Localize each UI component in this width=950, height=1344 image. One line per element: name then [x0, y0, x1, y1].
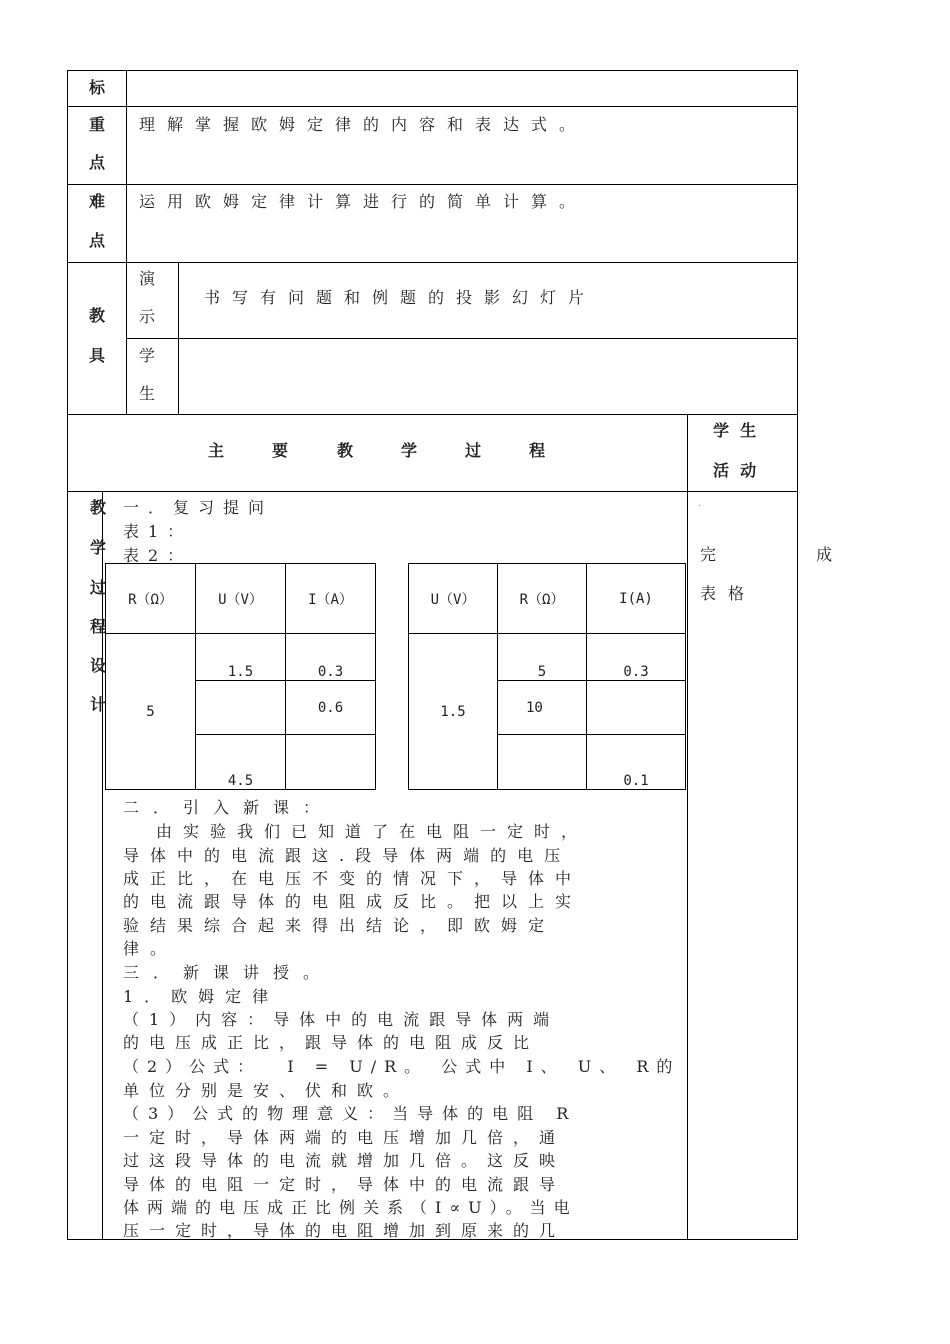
- review-title: 一．复习提问: [123, 498, 274, 517]
- header-title-char: 要: [272, 441, 289, 460]
- student-label-1: 学: [139, 346, 156, 365]
- intro-line: 由实验我们已知道了在电阻一定时，: [156, 822, 589, 841]
- table1-header: I（A）: [286, 564, 376, 634]
- law-line: （1）内容：导体中的电流跟导体两端: [123, 1010, 560, 1029]
- row-label-ju: 具: [89, 346, 106, 365]
- table2-u-value: 1.5: [409, 634, 498, 790]
- frame-right: [797, 70, 798, 1240]
- header-title-char: 学: [401, 441, 418, 460]
- intro-line: 导体中的电流跟这.段导体两端的电压: [123, 846, 572, 865]
- activity-dot: .: [698, 498, 702, 509]
- table2-header: U（V）: [409, 564, 498, 634]
- table1-cell: [196, 681, 286, 735]
- law-line: 导体的电阻一定时，导体中的电流跟导: [123, 1175, 566, 1194]
- law-line: 过这段导体的电流就增加几倍。这反映: [123, 1151, 566, 1170]
- activity-header-1: 学 生: [713, 421, 757, 440]
- header-title-char: 过: [465, 441, 482, 460]
- law-line: 一定时，导体两端的电压增加几倍，通: [123, 1128, 566, 1147]
- table2-caption: 表2：: [123, 546, 193, 565]
- law-title: 1．欧姆定律: [123, 987, 280, 1006]
- table1-cell: [286, 735, 376, 790]
- demo-content: 书写有问题和例题的投影幻灯片: [204, 288, 597, 307]
- table1-cell: 1.5: [196, 634, 286, 681]
- intro-line: 验结果综合起来得出结论，即欧姆定: [123, 916, 556, 935]
- row-label-dian2: 点: [89, 231, 106, 250]
- row-label-zhong: 重: [89, 115, 106, 134]
- row-sep: [67, 262, 798, 263]
- demo-label-2: 示: [139, 307, 156, 326]
- intro-line: 的电流跟导体的电阻成反比。把以上实: [123, 892, 583, 911]
- row-label-jiao: 教: [89, 306, 106, 325]
- row-sep: [67, 491, 798, 492]
- header-title-char: 程: [529, 441, 546, 460]
- table1-cell: 0.6: [286, 681, 376, 735]
- process-label-col-sep: [102, 491, 103, 1240]
- row-label-dian: 点: [89, 153, 106, 172]
- intro-line: 律。: [123, 939, 178, 958]
- frame-left: [67, 70, 68, 1240]
- row-sep: [126, 338, 798, 339]
- table2-cell: 0.3: [587, 634, 686, 681]
- activity-col-sep: [687, 414, 688, 1240]
- header-title-char: 主: [208, 441, 225, 460]
- table2-cell: 5: [498, 634, 587, 681]
- law-line: 体两端的电压成正比例关系（I∝U）。当电: [123, 1198, 578, 1217]
- table1-header: U（V）: [196, 564, 286, 634]
- table-1: [105, 563, 376, 790]
- difficulty-text: 运用欧姆定律计算进行的简单计算。: [139, 192, 588, 211]
- law-line: （3）公式的物理意义：当导体的电阻 R: [123, 1104, 578, 1123]
- sub-label-col-sep: [178, 262, 179, 415]
- activity-header-2: 活 动: [713, 461, 757, 480]
- activity-text-2: 表格: [700, 584, 757, 603]
- row-sep: [67, 184, 798, 185]
- table1-cell: 4.5: [196, 735, 286, 790]
- law-line: 的电压成正比，跟导体的电阻成反比: [123, 1033, 540, 1052]
- row-sep: [67, 414, 798, 415]
- row-label-biao: 标: [89, 78, 106, 97]
- intro-line: 成正比，在电压不变的情况下，导体中: [123, 869, 583, 888]
- table2-cell: 0.1: [587, 735, 686, 790]
- key-point-text: 理解掌握欧姆定律的内容和表达式。: [139, 115, 588, 134]
- table1-header: R（Ω）: [106, 564, 196, 634]
- table1-cell: 0.3: [286, 634, 376, 681]
- law-line: 单位分别是安、伏和欧。: [123, 1081, 410, 1100]
- table-2: [408, 563, 686, 790]
- header-title-char: 教: [337, 441, 354, 460]
- demo-label-1: 演: [139, 269, 156, 288]
- intro-title: 二．引入新课：: [123, 798, 334, 817]
- table2-header: R（Ω）: [498, 564, 587, 634]
- activity-text-1: 完 成: [700, 545, 863, 564]
- table2-header: I(A): [587, 564, 686, 634]
- law-line: 压一定时，导体的电阻增加到原来的几: [123, 1221, 566, 1240]
- table2-cell: 10: [498, 681, 587, 735]
- table2-cell: [498, 735, 587, 790]
- frame-top: [67, 70, 798, 71]
- label-col-sep: [126, 70, 127, 415]
- table1-caption: 表1：: [123, 522, 193, 541]
- row-label-nan: 难: [89, 192, 106, 211]
- new-lesson-title: 三．新课讲授。: [123, 963, 334, 982]
- row-sep: [67, 106, 798, 107]
- table2-cell: [587, 681, 686, 735]
- law-line: （2）公式： I = U/R。 公式中 I、 U、 R的: [123, 1057, 681, 1076]
- table1-r-value: 5: [106, 634, 196, 790]
- student-label-2: 生: [139, 384, 156, 403]
